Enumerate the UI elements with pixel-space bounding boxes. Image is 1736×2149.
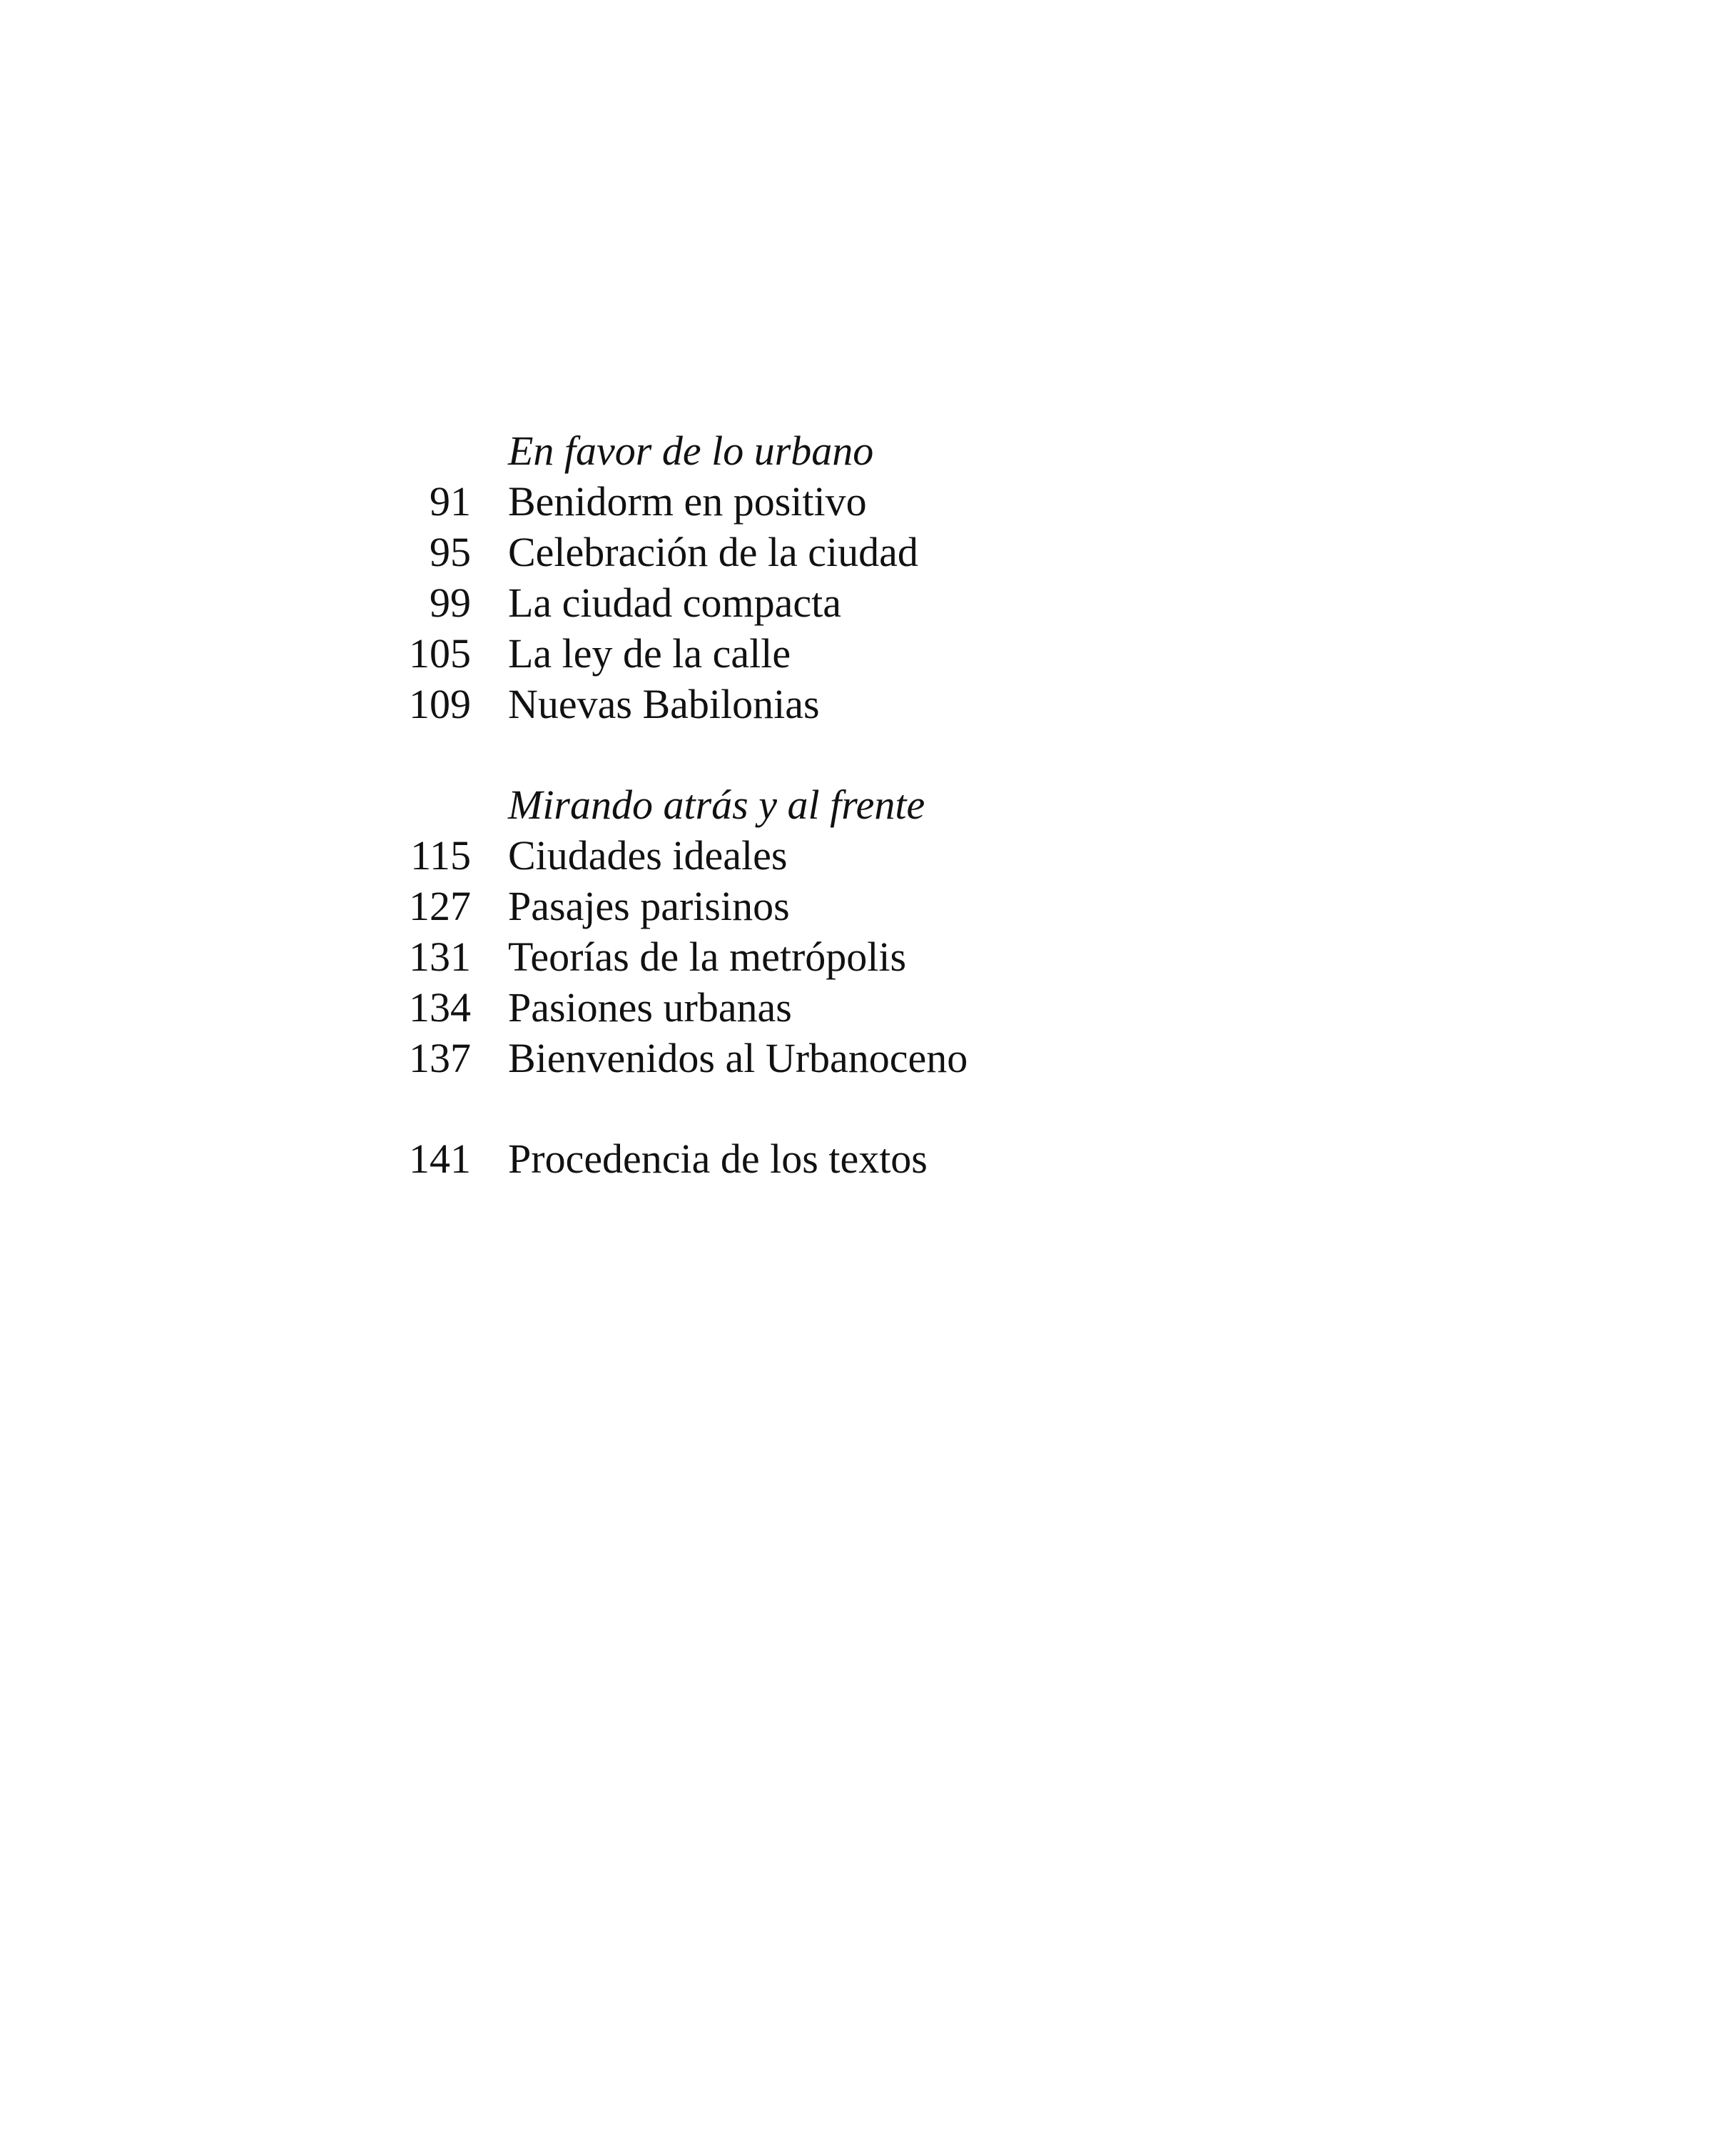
toc-entry [357, 830, 1427, 881]
page-number: 141 [409, 1136, 471, 1182]
page-number: 99 [430, 580, 471, 626]
page-number: 109 [409, 681, 471, 727]
toc-entry [357, 577, 1427, 628]
section-heading: Mirando atrás y al frente [508, 782, 925, 828]
toc-entry [357, 628, 1427, 679]
toc-entry [357, 679, 1427, 729]
chapter-title: Nuevas Babilonias [508, 681, 820, 727]
chapter-title: Procedencia de los textos [508, 1136, 928, 1182]
chapter-title: Teorías de la metrópolis [508, 934, 907, 980]
page-number: 127 [409, 883, 471, 929]
chapter-title: Celebración de la ciudad [508, 529, 918, 575]
page-number: 91 [430, 478, 471, 525]
toc-entry [357, 1033, 1427, 1083]
chapter-title: Pasiones urbanas [508, 984, 792, 1031]
page-number: 115 [410, 832, 471, 879]
toc-entry [357, 881, 1427, 931]
chapter-title: La ley de la calle [508, 630, 791, 677]
page-number: 137 [409, 1035, 471, 1081]
toc-section-mirando [357, 779, 1427, 1083]
section-heading: En favor de lo urbano [508, 428, 874, 474]
page-number: 105 [409, 630, 471, 677]
toc-entry [357, 476, 1427, 527]
toc-entry [357, 982, 1427, 1033]
toc-section-urbano [357, 425, 1427, 729]
chapter-title: Ciudades ideales [508, 832, 788, 879]
chapter-title: La ciudad compacta [508, 580, 841, 626]
table-of-contents [357, 425, 1427, 1234]
toc-entry [357, 1133, 1427, 1184]
page-number: 134 [409, 984, 471, 1031]
page-number: 95 [430, 529, 471, 575]
chapter-title: Pasajes parisinos [508, 883, 790, 929]
toc-entry [357, 527, 1427, 577]
chapter-title: Benidorm en positivo [508, 478, 867, 525]
page-number: 131 [409, 934, 471, 980]
toc-section-appendix [357, 1133, 1427, 1184]
chapter-title: Bienvenidos al Urbanoceno [508, 1035, 968, 1081]
toc-entry [357, 931, 1427, 982]
